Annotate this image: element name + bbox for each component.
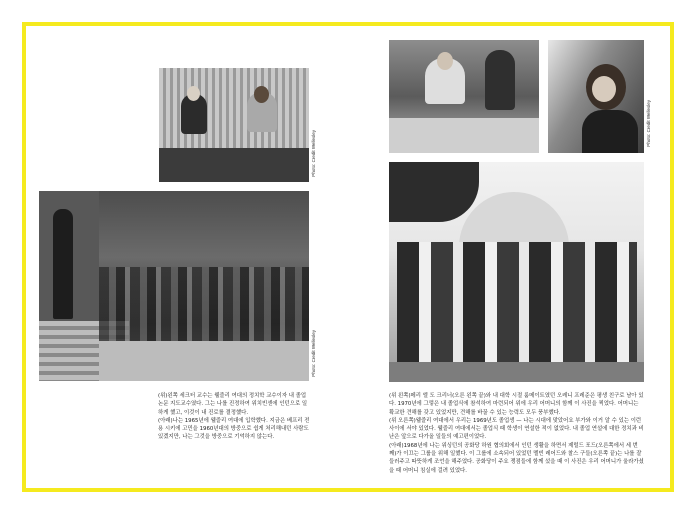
photo-crowd-steps — [39, 191, 309, 381]
caption-left — [158, 392, 310, 442]
caption-paragraph: (아래)1968년에 나는 위싱턴의 공화당 하원 협의회에서 인턴 생활을 하면서 제럴드 포드(오른쪽에서 세 번째)가 이끄는 그룹을 위해 일했다. 이 그룹에 소속되어 있었던 멜빈 레어드와 찰스 구들(오른쪽 끝)는 나를 잘 들러주고 따뜻하게 조언을 해주었다. 공화당이 주요 쟁점들에 함께 섰을 때 이 사진은 우리 어머니가 울라가셨을 때 어머니 침실에 걸려 있었다. — [389, 442, 644, 474]
caption-paragraph: (위)왼쪽 세크터 교수는 웰즐리 여대의 정치학 교수이자 내 졸업 논문 지도교수였다. 그는 나를 진정하여 위치빈센에 인턴으로 일하게 했고, 이것이 내 진로를 결정했다. — [158, 393, 308, 416]
caption-paragraph: (위 오른쪽)웰즐리 여대에서 우리는 1969년도 졸업생 — 나는 시대에 맞았어요 부가와 이거 알 수 있는 이런 사이에 서야 있었다. 웰즐리 여대에서는 졸업식 때 학생이 연설한 적이 없었다. 내 졸업 연설에 대한 정치과 비난은 앞으로 다가올 일들의 예고편이었다. — [389, 417, 644, 441]
photo-credit: Photo: Credit Wellesley — [311, 130, 316, 177]
photo-press-conference — [159, 68, 309, 182]
photo-dinner-table — [389, 40, 539, 153]
caption-right — [389, 392, 645, 475]
caption-paragraph: (아래)나는 1965년에 웰즐리 여대에 입학했다. 지금은 베프리 전용 시키에 고민을 1960년대의 방중으로 쉽게 처리해내던 사람도 있겠지만, 나는 그것을 방중으로 기억하지 않는다. — [158, 417, 310, 441]
caption-paragraph: (위 왼쪽)메리 엘 도 크리너(오른 왼쪽 끝)와 내 대학 시절 룸메이트였던 오레니 프레준은 평생 친구로 남아 있다. 1970년에 그렇은 내 졸업식에 참석하여 마련되어 위에 우리 어머니의 함께 이 사진을 찍었다. 어머니는 확교한 견해를 갖고 있었지만, 견해를 바꿀 수 있는 능력도 모두 풍부했다. — [389, 393, 644, 416]
photo-capitol-group — [389, 162, 644, 382]
photo-credit: Photo: Credit Wellesley — [646, 100, 651, 147]
photo-portrait — [548, 40, 644, 153]
photo-credit: Photo: Credit Wellesley — [311, 330, 316, 377]
